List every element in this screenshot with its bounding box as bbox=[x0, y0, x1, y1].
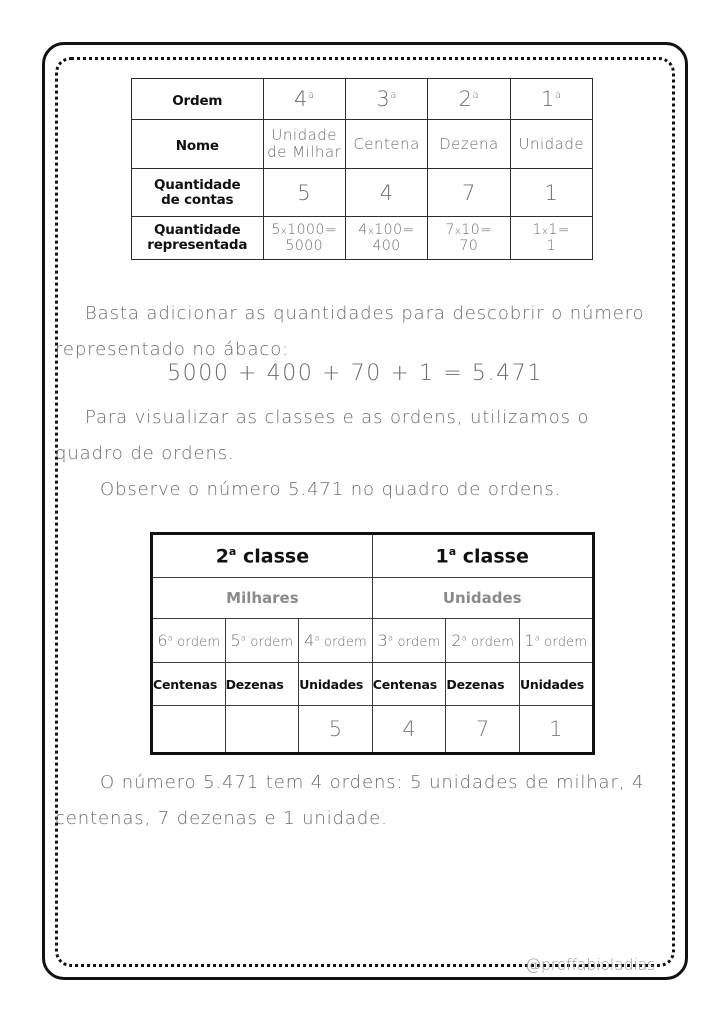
table-row bbox=[132, 169, 593, 217]
table-row bbox=[132, 79, 593, 120]
cell-nome-dezena: Dezena bbox=[428, 120, 510, 169]
cell-ordem-3: 3$^a$ bbox=[345, 79, 427, 120]
cell-ordem-2: 2$^a$ ordem bbox=[446, 619, 520, 663]
row-label-nome: Nome bbox=[132, 120, 264, 169]
row-label-quantidade-de-contas: Quantidade de contas bbox=[132, 169, 264, 217]
cell-representada-4a: 5x1000= 5000 bbox=[263, 217, 345, 260]
table-row-nomes bbox=[152, 663, 594, 706]
table-row bbox=[132, 120, 593, 169]
cell-ordem-1: 1$^a$ bbox=[510, 79, 592, 120]
watermark-credit: @proffabioladias bbox=[525, 955, 655, 974]
cell-ordem-2: 2$^a$ bbox=[428, 79, 510, 120]
cell-contas-1a: 1 bbox=[510, 169, 592, 217]
cell-digito-2[interactable]: 7 bbox=[446, 706, 520, 754]
cell-ordem-6: 6$^a$ ordem bbox=[152, 619, 226, 663]
table-row-ordens bbox=[152, 619, 594, 663]
row-label-quantidade-representada: Quantidade representada bbox=[132, 217, 264, 260]
cell-digito-6[interactable] bbox=[152, 706, 226, 754]
paragraph-para-visualizar: Para visualizar as classes e as ordens, utilizamos o quadro de ordens. bbox=[55, 407, 597, 464]
row-label-ordem: Ordem bbox=[132, 79, 264, 120]
cell-ordem-5: 5$^a$ ordem bbox=[225, 619, 299, 663]
cell-nome-dezenas-milhar: Dezenas bbox=[225, 663, 299, 706]
equation-soma: 5000 + 400 + 70 + 1 = 5.471 bbox=[167, 361, 543, 386]
paragraph-basta-adicionar: Basta adicionar as quantidades para descobrir o número representado no ábaco: bbox=[55, 303, 652, 360]
cell-representada-1a: 1x1= 1 bbox=[510, 217, 592, 260]
cell-nome-unidades-milhar: Unidades bbox=[299, 663, 373, 706]
cell-nome-centenas: Centenas bbox=[372, 663, 446, 706]
cell-nome-centenas-milhar: Centenas bbox=[152, 663, 226, 706]
cell-classe-2: 2$^a$ classe bbox=[152, 534, 373, 578]
cell-classe-1: 1$^a$ classe bbox=[372, 534, 593, 578]
cell-grupo-unidades: Unidades bbox=[372, 578, 593, 619]
table-row-grupos bbox=[152, 578, 594, 619]
paragraph-o-numero-tem-4-ordens: O número 5.471 tem 4 ordens: 5 unidades de milhar, 4 centenas, 7 dezenas e 1 unidade. bbox=[55, 772, 651, 829]
cell-nome-unidade-de-milhar: Unidade de Milhar bbox=[263, 120, 345, 169]
cell-contas-4a: 5 bbox=[263, 169, 345, 217]
table-row-classes bbox=[152, 534, 594, 578]
table-row bbox=[132, 217, 593, 260]
cell-nome-dezenas: Dezenas bbox=[446, 663, 520, 706]
cell-contas-2a: 7 bbox=[428, 169, 510, 217]
cell-digito-3[interactable]: 4 bbox=[372, 706, 446, 754]
cell-ordem-3: 3$^a$ ordem bbox=[372, 619, 446, 663]
cell-representada-3a: 4x100= 400 bbox=[345, 217, 427, 260]
cell-ordem-4: 4$^a$ bbox=[263, 79, 345, 120]
paragraph-observe-o-numero: Observe o número 5.471 no quadro de ordens. bbox=[100, 479, 562, 500]
cell-grupo-milhares: Milhares bbox=[152, 578, 373, 619]
cell-nome-unidades: Unidades bbox=[519, 663, 593, 706]
orders-table bbox=[150, 532, 592, 755]
cell-digito-5[interactable] bbox=[225, 706, 299, 754]
cell-digito-4[interactable]: 5 bbox=[299, 706, 373, 754]
cell-ordem-1: 1$^a$ ordem bbox=[519, 619, 593, 663]
cell-contas-3a: 4 bbox=[345, 169, 427, 217]
cell-nome-unidade: Unidade bbox=[510, 120, 592, 169]
cell-representada-2a: 7x10= 70 bbox=[428, 217, 510, 260]
abacus-table bbox=[131, 78, 593, 260]
cell-ordem-4: 4$^a$ ordem bbox=[299, 619, 373, 663]
cell-nome-centena: Centena bbox=[345, 120, 427, 169]
table-row-digitos bbox=[152, 706, 594, 754]
cell-digito-1[interactable]: 1 bbox=[519, 706, 593, 754]
